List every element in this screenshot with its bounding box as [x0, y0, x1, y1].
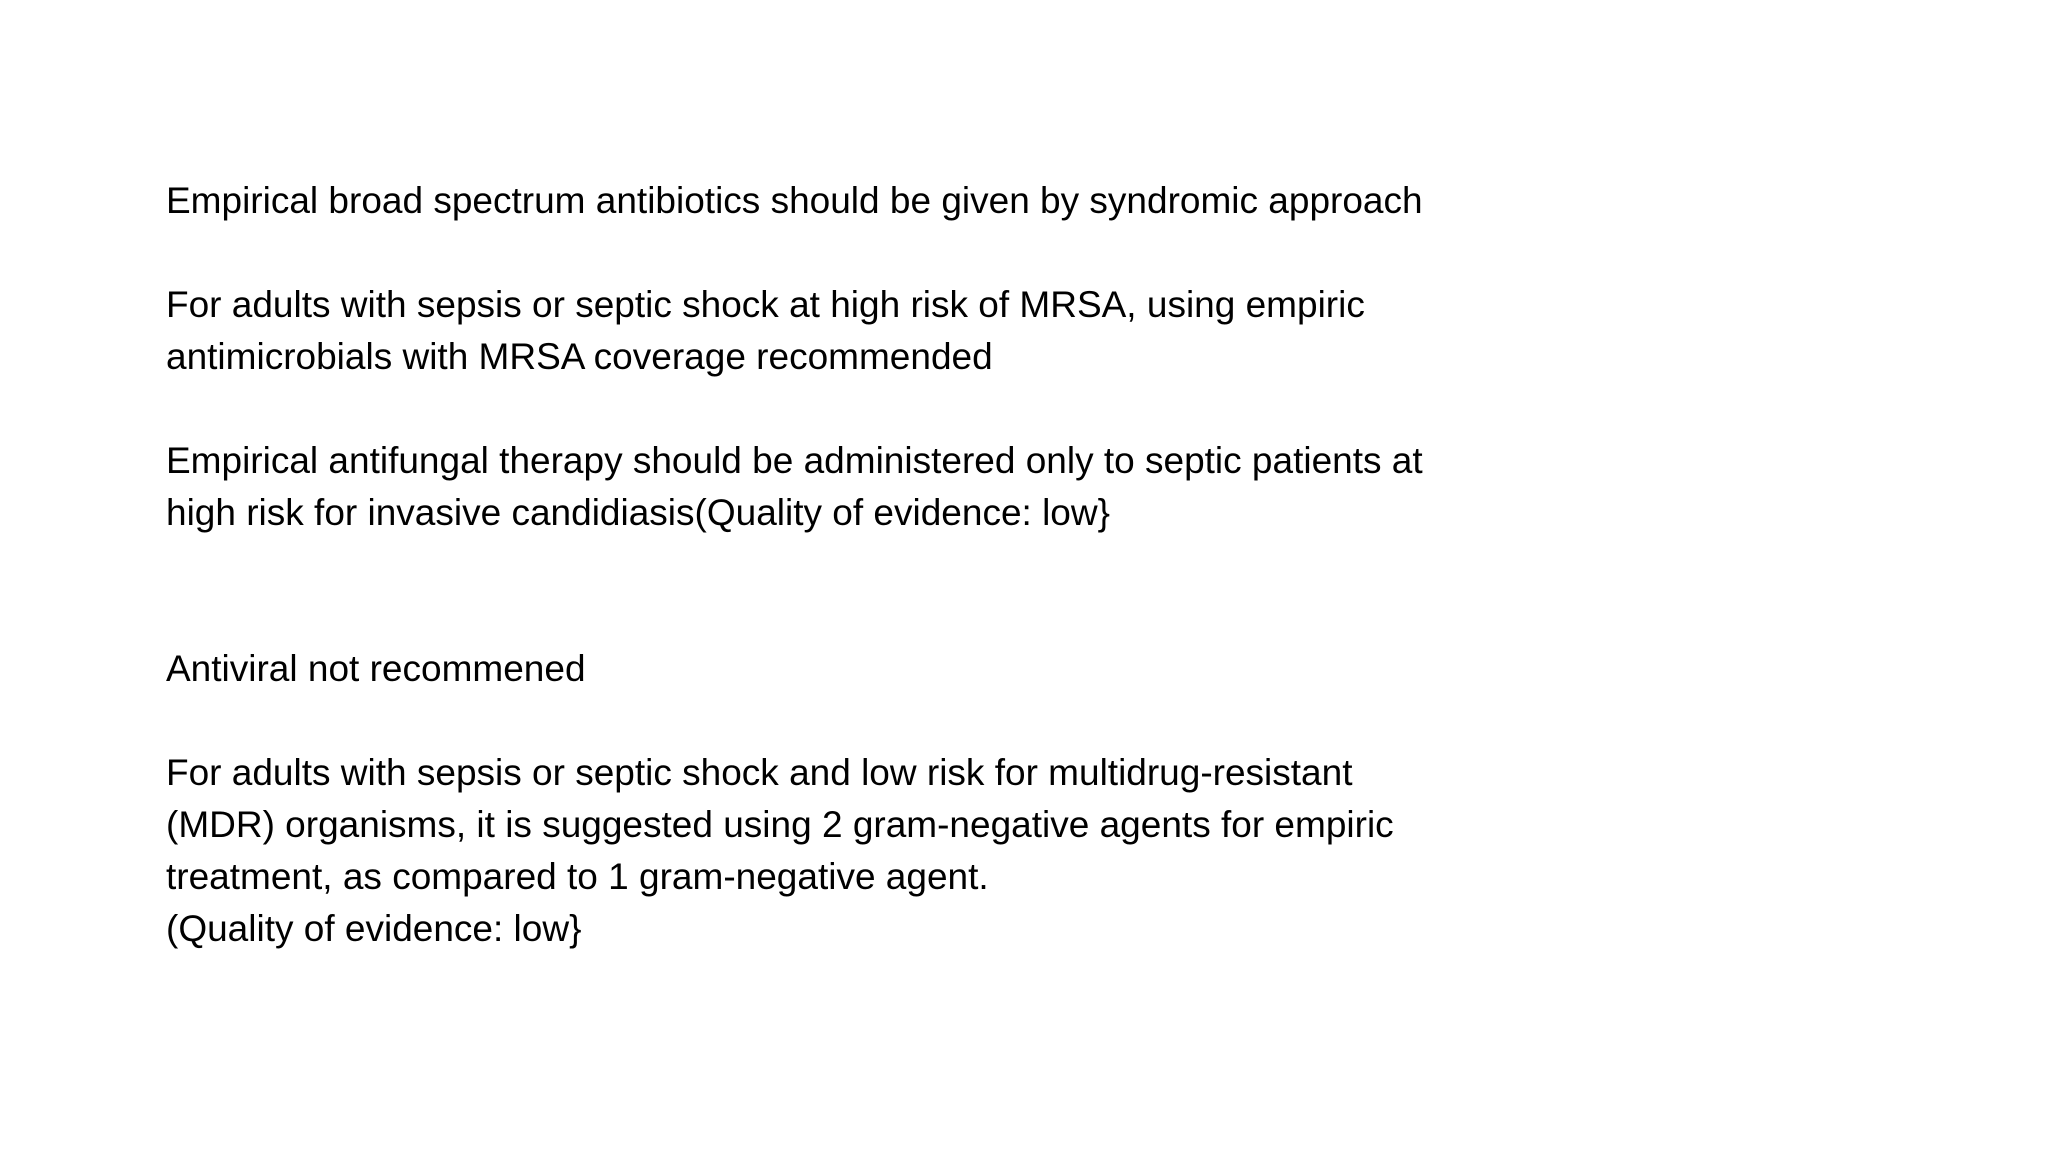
paragraph-spacer — [166, 695, 1566, 747]
paragraph-empirical-antibiotics: Empirical broad spectrum antibiotics should be given by syndromic approach — [166, 180, 1423, 221]
paragraph-gram-negative-agents: For adults with sepsis or septic shock and low risk for multidrug-resistant (MDR) organisms, it is suggested using 2 gram-negative agents for empiric treatment, as compared to 1 gram-negative agent. (Quality of evidence: low} — [166, 752, 1394, 949]
paragraph-spacer — [166, 227, 1566, 279]
paragraph-spacer — [166, 539, 1566, 643]
slide-body — [166, 175, 1566, 955]
paragraph-antifungal-therapy: Empirical antifungal therapy should be administered only to septic patients at high risk for invasive candidiasis(Quality of evidence: low} — [166, 440, 1423, 533]
paragraph-mrsa-coverage: For adults with sepsis or septic shock at high risk of MRSA, using empiric antimicrobials with MRSA coverage recommended — [166, 284, 1365, 377]
paragraph-antiviral: Antiviral not recommened — [166, 648, 586, 689]
paragraph-spacer — [166, 383, 1566, 435]
